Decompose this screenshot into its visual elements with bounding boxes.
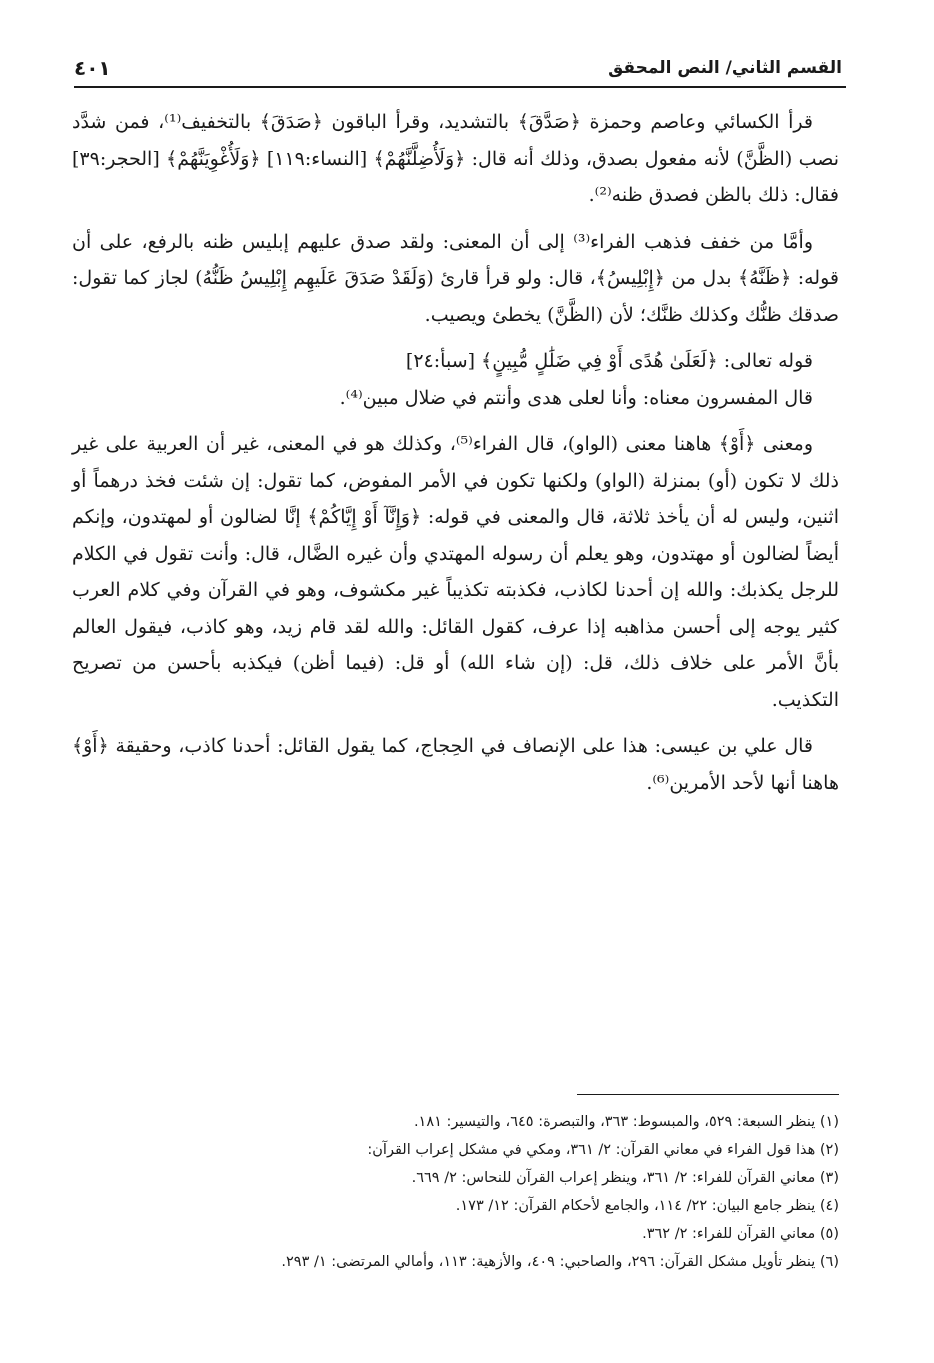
page-number: ٤٠١ [74, 56, 111, 80]
footnote: (٤) ينظر جامع البيان: ٢٢/ ١١٤، والجامع لأحكام القرآن: ١٢/ ١٧٣. [455, 1198, 839, 1214]
footnotes [80, 1108, 839, 1276]
paragraph: ومعنى ﴿أَوْ﴾ هاهنا معنى (الواو)، قال الفراء⁽⁵⁾، وكذلك هو في المعنى، غير أن العربية على غير ذلك لا تكون (أو) بمنزلة (الواو) ولكنها تكون في الأمر المفوض، كما تقول: إن شئت فخذ درهماً أو اثنين، وليس له أن يأخذ ثلاثة، قال والمعنى في قوله: ﴿وَإِنَّآ أَوْ إِيَّاكُمْ﴾ إنَّا لضالون أو لمهتدون، وإنكم أيضاً لضالون أو مهتدون، وهو يعلم أن رسوله المهتدي وأن غيره الضَّال، قال: وأنت تقول في الكلام للرجل يكذبك: والله إن أحدنا لكاذب، فكذبته تكذيباً غير مكشوف، وهو في القرآن وفي كلام العرب كثير يوجه إلى أحسن مذاهبه إذا عرف، كقول القائل: والله لقد قام زيد، وهو كاذب، فيقول العالم بأنَّ الأمر على خلاف ذلك، قل: (إن شاء الله) أو قل: (فيما أظن) فيكذبه بأحسن من تصريح التكذيب. [72, 433, 839, 711]
footnote-divider [577, 1094, 839, 1095]
header-title: القسم الثاني/ النص المحقق [608, 58, 842, 78]
running-header [74, 54, 842, 88]
footnote: (١) ينظر السبعة: ٥٢٩، والمبسوط: ٣٦٣، والتبصرة: ٦٤٥، والتيسير: ١٨١. [413, 1114, 839, 1130]
paragraph: قال المفسرون معناه: وأنا لعلى هدى وأنتم في ضلال مبين⁽⁴⁾. [339, 386, 813, 409]
footnote: (٦) ينظر تأويل مشكل القرآن: ٢٩٦، والصاحبي: ٤٠٩، والأزهية: ١١٣، وأمالي المرتضى: ١/ ٢٩٣. [281, 1254, 839, 1270]
header-divider [74, 86, 846, 88]
main-text [72, 104, 839, 811]
footnote: (٣) معاني القرآن للفراء: ٢/ ٣٦١، وينظر إعراب القرآن للنحاس: ٢/ ٦٦٩. [411, 1170, 839, 1186]
footnote: (٥) معاني القرآن للفراء: ٢/ ٣٦٢. [642, 1226, 839, 1242]
paragraph: وأمَّا من خفف فذهب الفراء⁽³⁾ إلى أن المعنى: ولقد صدق عليهم إبليس ظنه بالرفع، على أن قوله: ﴿ظَنَّهُ﴾ بدل من ﴿إِبْلِيسُ﴾، قال: ولو قرأ قارئ (وَلَقَدْ صَدَقَ عَلَيهِم إِبْلِيسُ ظَنُّهُ) لجاز كما تقول: صدقك ظنُّك وكذلك ظنَّك؛ لأن (الظَّنَّ) يخطئ ويصيب. [72, 230, 839, 326]
paragraph: قال علي بن عيسى: هذا على الإنصاف في الحِجاج، كما يقول القائل: أحدنا كاذب، وحقيقة ﴿أَوْ﴾ هاهنا أنها لأحد الأمرين⁽⁶⁾. [72, 735, 839, 794]
footnote: (٢) هذا قول الفراء في معاني القرآن: ٢/ ٣٦١، ومكي في مشكل إعراب القرآن: [367, 1142, 839, 1158]
paragraph: قرأ الكسائي وعاصم وحمزة ﴿صَدَّقَ﴾ بالتشديد، وقرأ الباقون ﴿صَدَقَ﴾ بالتخفيف⁽¹⁾، فمن شدَّد نصب (الظَّنَّ) لأنه مفعول بصدق، وذلك أنه قال: ﴿وَلَأُضِلَّنَّهُمْ﴾ [النساء:١١٩] ﴿وَلَأُغْوِيَنَّهُمْ﴾ [الحجر:٣٩] فقال: ذلك بالظن فصدق ظنه⁽²⁾. [72, 111, 839, 206]
paragraph: قوله تعالى: ﴿لَعَلَىٰ هُدًى أَوْ فِي ضَلَٰلٍ مُّبِينٍ﴾ [سبأ:٢٤] [405, 350, 813, 372]
